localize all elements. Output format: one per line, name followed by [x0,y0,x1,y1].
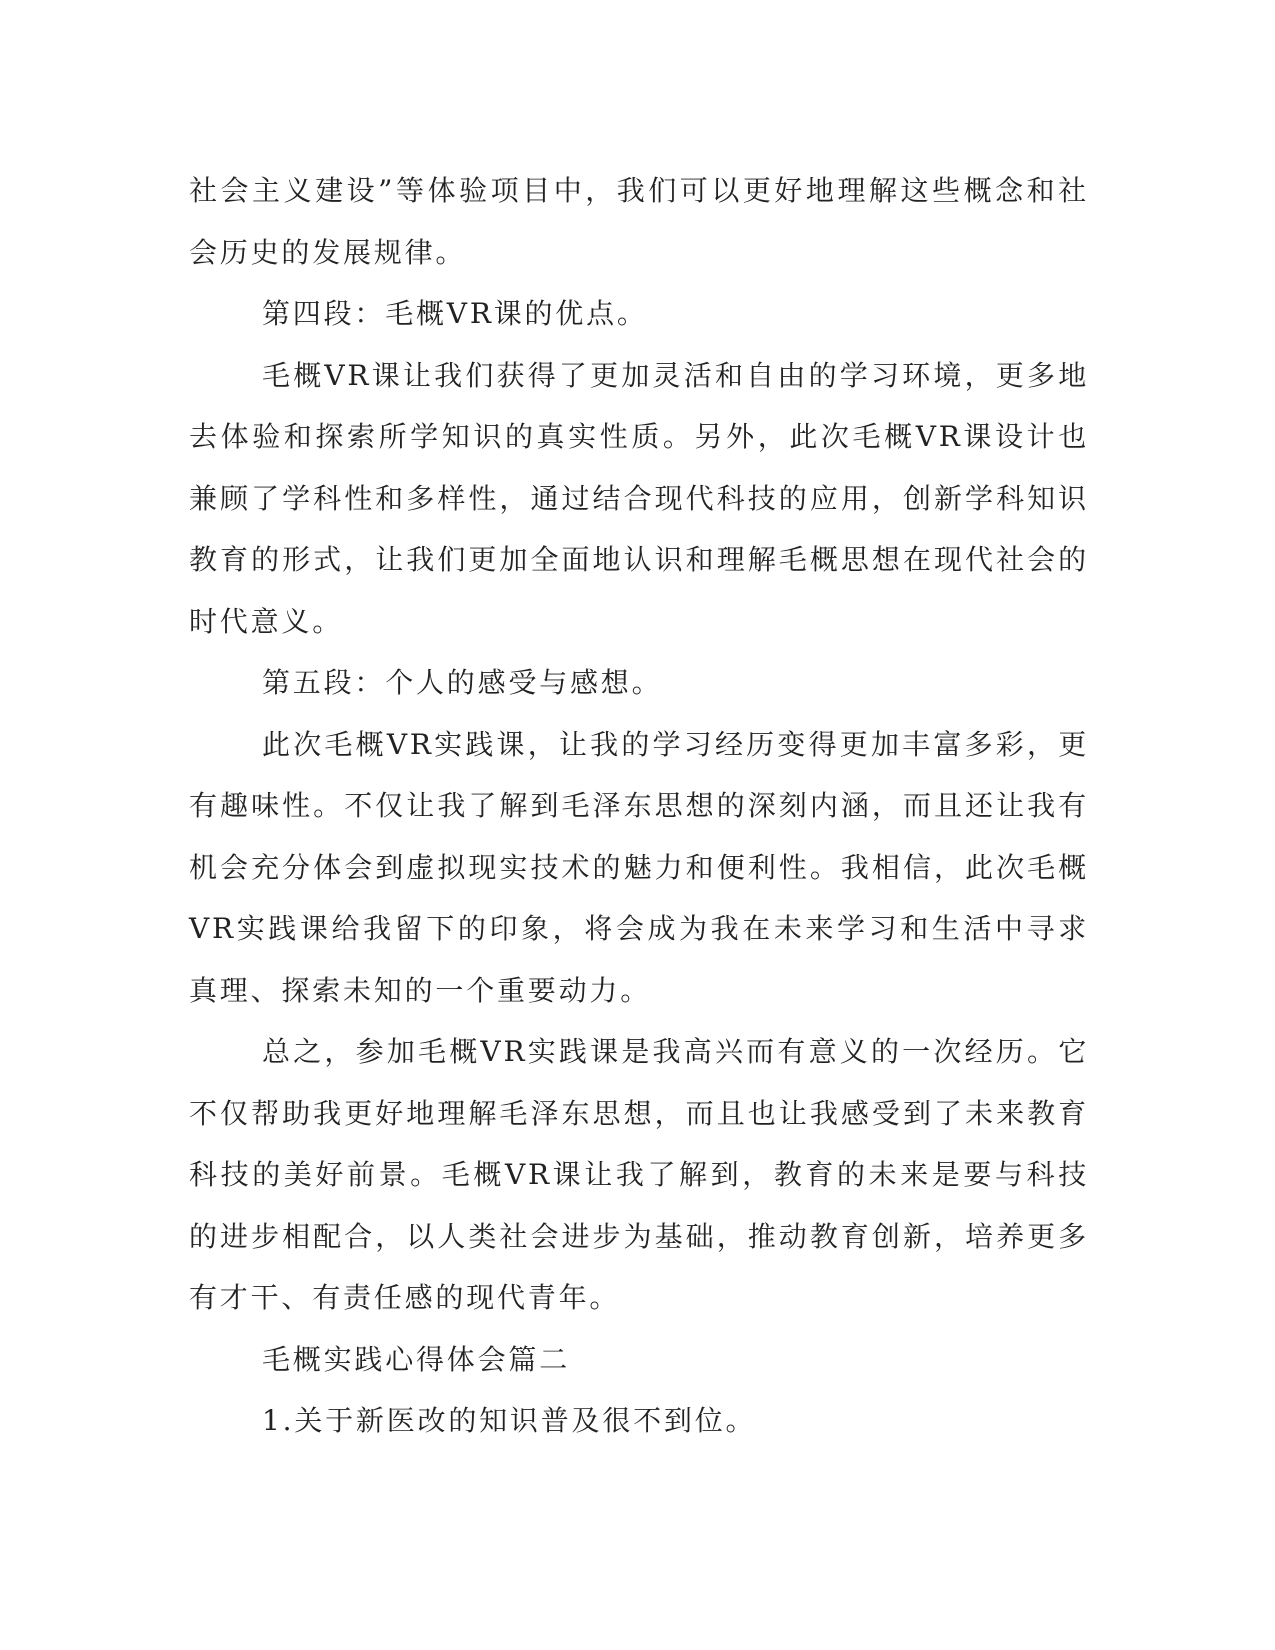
paragraph-advantages: 毛概VR课让我们获得了更加灵活和自由的学习环境，更多地去体验和探索所学知识的真实性质。另外，此次毛概VR课设计也兼顾了学科性和多样性，通过结合现代科技的应用，创新学科知识教育的形式，让我们更加全面地认识和理解毛概思想在现代社会的时代意义。 [189,358,1089,638]
section-heading-five: 第五段：个人的感受与感想。 [262,666,663,699]
article-title-part-two: 毛概实践心得体会篇二 [262,1342,571,1376]
paragraph-personal-feelings: 此次毛概VR实践课，让我的学习经历变得更加丰富多彩，更有趣味性。不仅让我了解到毛泽东思想的深刻内涵，而且还让我有机会充分体会到虚拟现实技术的魅力和便利性。我相信，此次毛概VR实践课给我留下的印象，将会成为我在未来学习和生活中寻求真理、探索未知的一个重要动力。 [189,727,1089,1007]
paragraph-continuation: 社会主义建设”等体验项目中，我们可以更好地理解这些概念和社会历史的发展规律。 [189,174,1089,269]
paragraph-conclusion: 总之，参加毛概VR实践课是我高兴而有意义的一次经历。它不仅帮助我更好地理解毛泽东思想，而且也让我感受到了未来教育科技的美好前景。毛概VR课让我了解到，教育的未来是要与科技的进步相配合，以人类社会进步为基础，推动教育创新，培养更多有才干、有责任感的现代青年。 [189,1035,1089,1314]
document-body [189,160,1089,1452]
list-item-one: 1.关于新医改的知识普及很不到位。 [262,1404,757,1437]
section-heading-four: 第四段：毛概VR课的优点。 [262,297,648,330]
